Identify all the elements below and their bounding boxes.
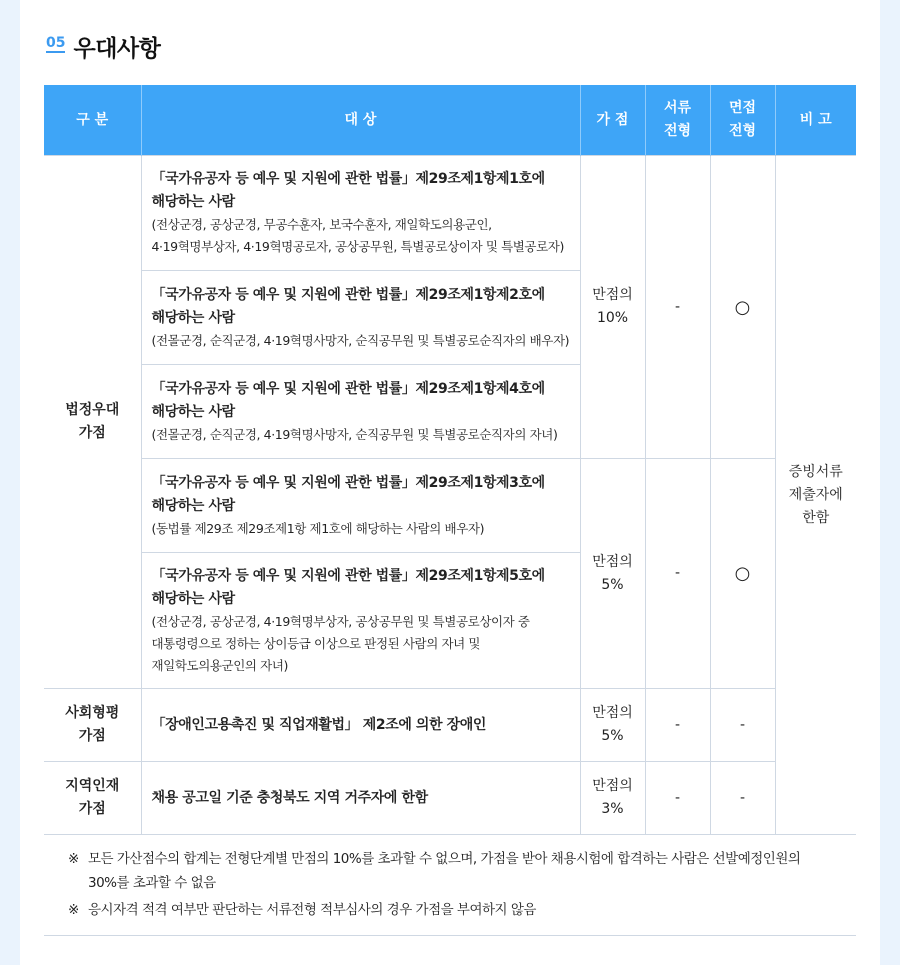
note-item — [44, 898, 856, 922]
remarks-cell — [775, 156, 856, 835]
points-line1: 만점의 — [592, 705, 633, 721]
note-mark: ※ — [68, 902, 79, 918]
section-heading — [46, 30, 160, 63]
points-five-percent — [580, 689, 645, 762]
header-interview-line2: 전형 — [728, 123, 757, 139]
target-cell — [141, 365, 580, 459]
points-line2: 10% — [596, 310, 629, 326]
category-local-line1: 지역인재 — [65, 778, 120, 794]
table-header-row — [44, 85, 856, 156]
target-sub-line: (전몰군경, 순직군경, 4·19혁명사망자, 순직공무원 및 특별공로순직자의 자녀) — [151, 426, 558, 442]
interview-mark: ○ — [710, 156, 775, 459]
header-category: 구 분 — [44, 85, 141, 156]
section-title: 우대사항 — [73, 36, 161, 62]
target-main-line1: 「국가유공자 등 예우 및 지원에 관한 법률」제29조제1항제1호에 — [151, 171, 545, 187]
remarks-line1: 증빙서류 — [788, 463, 843, 480]
header-points: 가 점 — [580, 85, 645, 156]
points-ten-percent — [580, 156, 645, 459]
interview-mark: - — [710, 689, 775, 762]
target-main-line1: 「국가유공자 등 예우 및 지원에 관한 법률」제29조제1항제3호에 — [151, 474, 545, 491]
category-local — [44, 762, 141, 835]
category-social-line2: 가점 — [78, 728, 106, 744]
header-remarks: 비 고 — [775, 85, 856, 156]
doc-mark: - — [645, 689, 710, 762]
target-sub-line: 4·19혁명부상자, 4·19혁명공로자, 공상공무원, 특별공로상이자 및 특별공로자) — [151, 239, 564, 254]
target-main-line2: 해당하는 사람 — [151, 403, 235, 420]
points-line1: 만점의 — [592, 553, 633, 570]
target-sub-line: 재일학도의용군인의 자녀) — [151, 657, 288, 673]
points-line2: 5% — [601, 728, 624, 744]
category-legal — [44, 156, 141, 689]
target-main-line2: 해당하는 사람 — [151, 194, 235, 210]
notes-box — [44, 834, 856, 936]
doc-mark: - — [645, 459, 710, 689]
points-line1: 만점의 — [592, 287, 633, 303]
category-social — [44, 689, 141, 762]
note-text-line1: 모든 가산점수의 합계는 전형단계별 만점의 10%를 초과할 수 없으며, 가점을 받아 채용시험에 합격하는 사람은 선발예정인원의 — [88, 851, 801, 867]
header-interview-line1: 면접 — [728, 100, 757, 116]
doc-mark: - — [645, 156, 710, 459]
target-cell — [141, 459, 580, 553]
table-row — [44, 689, 856, 762]
header-document-screening — [645, 85, 710, 156]
target-cell — [141, 271, 580, 365]
note-text: 응시자격 적격 여부만 판단하는 서류전형 적부심사의 경우 가점을 부여하지 않음 — [88, 902, 536, 918]
target-cell — [141, 689, 580, 762]
target-cell — [141, 762, 580, 835]
target-sub-line: (전상군경, 공상군경, 4·19혁명부상자, 공상공무원 및 특별공로상이자 중 — [151, 613, 530, 629]
target-cell — [141, 156, 580, 271]
target-main-line2: 해당하는 사람 — [151, 497, 235, 514]
target-main-line1: 「국가유공자 등 예우 및 지원에 관한 법률」제29조제1항제4호에 — [151, 380, 545, 397]
note-item — [44, 847, 856, 895]
target-main: 「장애인고용촉진 및 직업재활법」 제2조에 의한 장애인 — [151, 716, 487, 733]
interview-mark: - — [710, 762, 775, 835]
content-card — [20, 0, 880, 965]
category-social-line1: 사회형평 — [65, 705, 120, 721]
target-sub-line: (전상군경, 공상군경, 무공수훈자, 보국수훈자, 재일학도의용군인, — [151, 217, 492, 232]
preference-table — [44, 85, 856, 835]
doc-mark: - — [645, 762, 710, 835]
points-line2: 3% — [601, 801, 624, 817]
points-line2: 5% — [601, 576, 624, 593]
target-main-line2: 해당하는 사람 — [151, 309, 235, 326]
category-legal-line2: 가점 — [78, 425, 106, 441]
remarks-line2: 제출자에 — [788, 486, 843, 503]
target-cell — [141, 553, 580, 689]
header-interview — [710, 85, 775, 156]
table-row — [44, 156, 856, 271]
category-local-line2: 가점 — [78, 801, 106, 817]
target-sub-line: (전몰군경, 순직군경, 4·19혁명사망자, 순직공무원 및 특별공로순직자의 배우자) — [151, 332, 570, 348]
target-main: 채용 공고일 기준 충청북도 지역 거주자에 한함 — [151, 789, 428, 806]
header-target: 대 상 — [141, 85, 580, 156]
header-doc-line2: 전형 — [663, 123, 692, 139]
target-sub-line: 대통령령으로 정하는 상이등급 이상으로 판정된 사람의 자녀 및 — [151, 635, 481, 651]
target-sub-line: (동법률 제29조 제29조제1항 제1호에 해당하는 사람의 배우자) — [151, 520, 485, 536]
section-number: 05 — [46, 35, 66, 51]
target-main-line1: 「국가유공자 등 예우 및 지원에 관한 법률」제29조제1항제5호에 — [151, 567, 545, 584]
table-row — [44, 459, 856, 553]
remarks-line3: 한함 — [802, 509, 830, 526]
target-main-line1: 「국가유공자 등 예우 및 지원에 관한 법률」제29조제1항제2호에 — [151, 286, 545, 303]
header-doc-line1: 서류 — [663, 100, 692, 116]
note-text-line2: 30%를 초과할 수 없음 — [88, 875, 216, 891]
points-line1: 만점의 — [592, 778, 633, 794]
category-legal-line1: 법정우대 — [65, 402, 120, 418]
points-three-percent — [580, 762, 645, 835]
interview-mark: ○ — [710, 459, 775, 689]
table-row — [44, 762, 856, 835]
points-five-percent — [580, 459, 645, 689]
note-mark: ※ — [68, 851, 79, 867]
target-main-line2: 해당하는 사람 — [151, 590, 235, 607]
